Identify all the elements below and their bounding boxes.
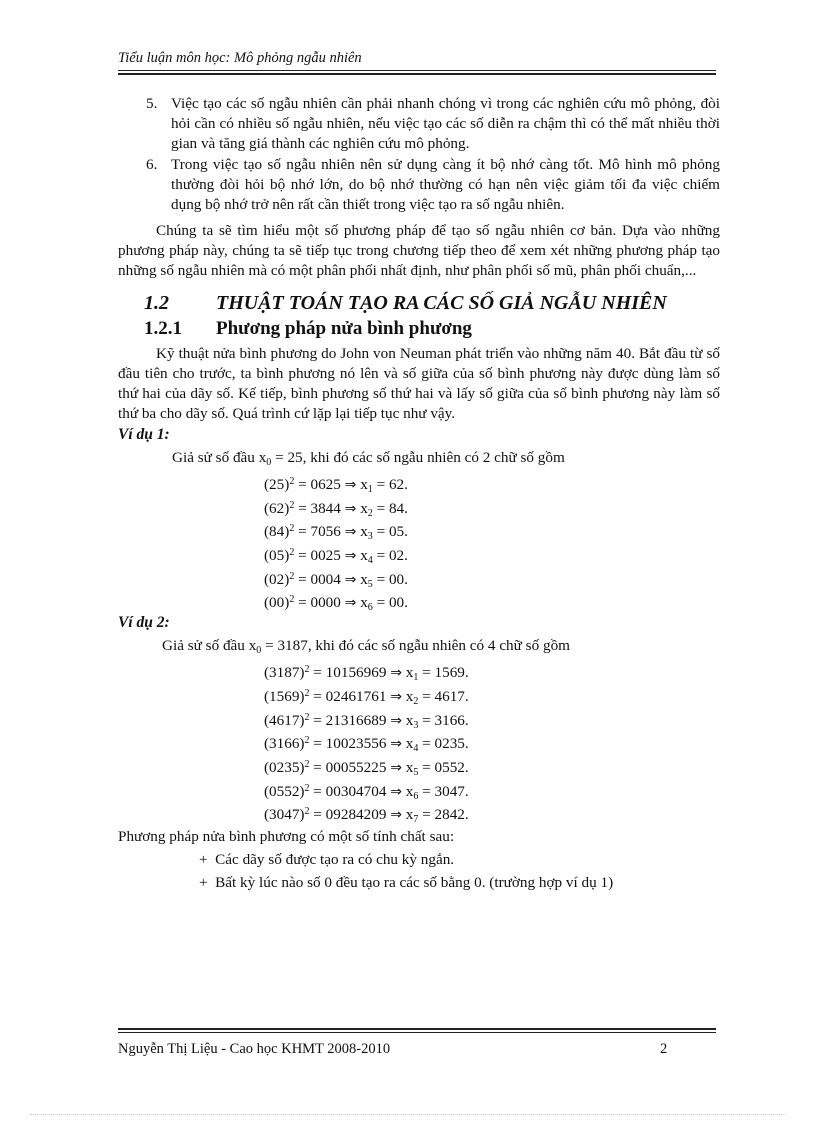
equation-line: $(1569)^2 = 02461761$ ⇒ $x_2 = 4617$. <box>264 687 469 707</box>
example-intro: Giả sử số đầu $x_0 = 3187$, khi đó các số ngẫu nhiên có 4 chữ số gồm <box>162 637 570 657</box>
implies-arrow-icon: ⇒ <box>390 736 402 753</box>
implies-arrow-icon: ⇒ <box>390 688 402 705</box>
equation-line: $(25)^2 = 0625$ ⇒ $x_1 = 62$. <box>264 476 408 495</box>
equation-line: $(84)^2 = 7056$ ⇒ $x_3 = 05$. <box>264 523 408 543</box>
implies-arrow-icon: ⇒ <box>390 783 402 800</box>
list-item-number: 5. <box>146 95 158 112</box>
equation-line: $(3047)^2 = 09284209$ ⇒ $x_7 = 2842$. <box>264 806 469 826</box>
subsection-number: 1.2.1 <box>144 318 182 339</box>
example-label: Ví dụ 2: <box>118 614 170 632</box>
properties-intro: Phương pháp nửa bình phương có một số tính chất sau: <box>118 827 455 845</box>
section-number: 1.2 <box>144 292 169 314</box>
subsection-heading <box>118 318 720 344</box>
implies-arrow-icon: ⇒ <box>344 524 357 541</box>
footer-author: Nguyễn Thị Liệu - Cao học KHMT 2008-2010 <box>118 1041 391 1057</box>
implies-arrow-icon: ⇒ <box>390 665 402 682</box>
equation-line: $(0552)^2 = 00304704$ ⇒ $x_6 = 3047$. <box>264 782 469 802</box>
section-heading <box>118 292 720 318</box>
implies-arrow-icon: ⇒ <box>344 500 357 517</box>
subsection-title: Phương pháp nửa bình phương <box>216 318 472 339</box>
method-paragraph: Kỹ thuật nửa bình phương do John von Neuman phát triển vào những năm 40. Bắt đầu từ số đầu tiên cho trước, ta bình phương nó lên và số giữa của số bình phương này được dùng làm số thứ hai của dãy số. Kế tiếp, bình phương số thứ hai và lấy số giữa của số bình phương này làm số thứ ba cho dãy số. Quá trình cứ lặp lại tiếp tục như vậy. <box>118 345 720 422</box>
implies-arrow-icon: ⇒ <box>390 807 402 824</box>
implies-arrow-icon: ⇒ <box>390 712 402 729</box>
plus-bullet-icon: + <box>199 873 208 891</box>
implies-arrow-icon: ⇒ <box>390 759 402 776</box>
page-header-title: Tiểu luận môn học: Mô phỏng ngẫu nhiên <box>118 50 362 66</box>
example-label: Ví dụ 1: <box>118 426 170 443</box>
equation-line: $(0235)^2 = 00055225$ ⇒ $x_5 = 0552$. <box>264 758 469 778</box>
footer-rule <box>118 1032 716 1033</box>
implies-arrow-icon: ⇒ <box>344 548 357 565</box>
equation-line: $(3166)^2 = 10023556$ ⇒ $x_4 = 0235$. <box>264 735 469 755</box>
example-steps <box>118 658 720 824</box>
footer-rule-thick <box>118 1028 716 1030</box>
bullet-text: Bất kỳ lúc nào số 0 đều tạo ra các số bằng 0. (trường hợp ví dụ 1) <box>215 873 614 891</box>
equation-line: $(00)^2 = 0000$ ⇒ $x_6 = 00$. <box>264 594 408 614</box>
example-intro: Giả sử số đầu $x_0 = 25$, khi đó các số ngẫu nhiên có 2 chữ số gồm <box>172 449 565 468</box>
equation-line: $(05)^2 = 0025$ ⇒ $x_4 = 02$. <box>264 547 408 567</box>
header-rule <box>118 70 716 71</box>
page-body <box>118 94 720 894</box>
bullet-text: Các dãy số được tạo ra có chu kỳ ngắn. <box>215 850 455 868</box>
section-title: THUẬT TOÁN TẠO RA CÁC SỐ GIẢ NGẪU NHIÊN <box>216 292 667 314</box>
bullet-item <box>118 871 720 894</box>
equation-line: $(3187)^2 = 10156969$ ⇒ $x_1 = 1569$. <box>264 664 469 684</box>
implies-arrow-icon: ⇒ <box>344 595 357 612</box>
equation-line: $(02)^2 = 0004$ ⇒ $x_5 = 00$. <box>264 570 408 590</box>
equation-line: $(62)^2 = 3844$ ⇒ $x_2 = 84$. <box>264 499 408 519</box>
list-item-text: Trong việc tạo số ngẫu nhiên nên sử dụng càng ít bộ nhớ càng tốt. Mô hình mô phỏng thường đòi hỏi bộ nhớ lớn, do bộ nhớ thường có hạn nên việc giảm tối đa việc chiếm dụng bộ nhớ trở nên rất cần thiết trong việc tạo ra số ngẫu nhiên. <box>171 156 720 213</box>
page-edge-divider <box>30 1114 786 1115</box>
equation-line: $(4617)^2 = 21316689$ ⇒ $x_3 = 3166$. <box>264 711 469 731</box>
implies-arrow-icon: ⇒ <box>344 477 357 493</box>
plus-bullet-icon: + <box>199 850 208 868</box>
bullet-item <box>118 848 720 871</box>
page-number: 2 <box>660 1041 668 1057</box>
intro-paragraph: Chúng ta sẽ tìm hiểu một số phương pháp để tạo số ngẫu nhiên cơ bản. Dựa vào những phương pháp này, chúng ta sẽ tiếp tục trong chương tiếp theo để xem xét những phương pháp tạo những số ngẫu nhiên mà có một phân phối nhất định, như phân phối số mũ, phân phối chuẩn,... <box>118 222 720 279</box>
list-item-text: Việc tạo các số ngẫu nhiên cần phải nhanh chóng vì trong các nghiên cứu mô phỏng, đòi hỏi cần có nhiều số ngẫu nhiên, nếu việc tạo các số diễn ra chậm thì có thể mất nhiều thời gian và tăng giá thành các nghiên cứu mô phỏng. <box>171 95 720 152</box>
list-item <box>118 94 720 154</box>
header-rule-thick <box>118 73 716 75</box>
example-steps <box>118 470 720 612</box>
implies-arrow-icon: ⇒ <box>344 571 357 588</box>
list-item <box>118 155 720 215</box>
list-item-number: 6. <box>146 156 158 173</box>
